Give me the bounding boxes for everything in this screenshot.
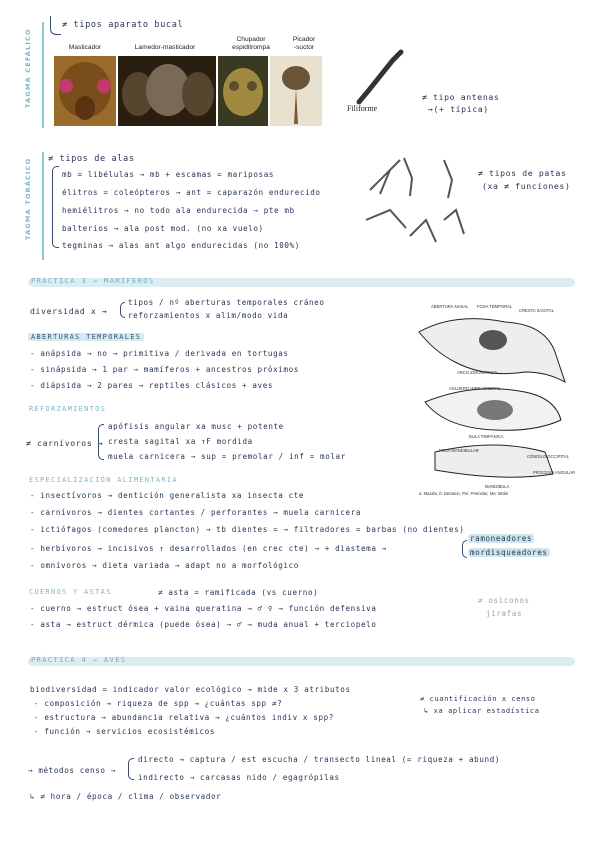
especializacion-title: ESPECIALIZACIÓN ALIMENTARIA	[29, 476, 178, 484]
caption-lamedor: Lamedor-masticador	[134, 44, 196, 51]
alas-title: ≠ tipos de alas	[48, 154, 135, 164]
cuerno-item: - cuerno → estruct ósea + vaina queratina → ♂ ♀ → función defensiva	[30, 604, 377, 613]
arrow-icon	[50, 16, 61, 35]
patas-line1: ≠ tipos de patas	[478, 168, 567, 178]
especializacion-item: - insectívoros → dentición generalista xa insecta cte	[30, 491, 305, 500]
especializacion-item: - omnívoros → dieta variada → adapt no a morfológico	[30, 561, 299, 570]
skull-label: AGUJERO INFRAORBITAL	[449, 386, 501, 391]
diversidad-label: diversidad x →	[30, 306, 108, 316]
refuerzo-item: apófisis angular xa musc + potente	[108, 422, 284, 431]
abertura-item: - diápsida → 2 pares → reptiles clásicos + aves	[30, 381, 274, 390]
abertura-item: - sinápsida → 1 par → mamíferos + ancestros próximos	[30, 365, 299, 374]
abertura-item: - anápsida → no → primitiva / derivada en tortugas	[30, 349, 289, 358]
skull-label: FOSA MANDIBULAR	[439, 448, 479, 453]
skull-label: BULA TIMPÁNICA	[469, 434, 504, 439]
side-note: ≠ osiconos	[478, 596, 530, 605]
footer-note: ↳ ≠ hora / época / clima / observador	[30, 792, 222, 801]
antenas-line1: ≠ tipo antenas	[422, 92, 500, 102]
caption-masticador: Masticador	[68, 44, 102, 51]
herb-b: mordisqueadores	[470, 548, 548, 557]
skull-label: MANDÍBULA	[485, 484, 510, 489]
refuerzo-item: cresta sagital xa ↑F mordida	[108, 437, 253, 446]
caption-chupador: Chupador espiditrompa	[232, 36, 270, 51]
alas-item: hemiélitros → no todo ala endurecida → pte mb	[62, 206, 295, 215]
skull-label: ABERTURA NASAL	[431, 304, 469, 309]
band-label: PRÁCTICA 4 → AVES	[31, 656, 127, 664]
refuerzos-title: REFORZAMIENTOS	[29, 405, 107, 413]
mouthparts-photos	[54, 56, 322, 126]
side-note: jirafas	[486, 609, 523, 618]
cuernos-note: ≠ asta = ramificada (vs cuerno)	[158, 588, 319, 597]
skull-label: CÓNDILO OCCIPITAL	[527, 454, 570, 459]
brace	[462, 540, 467, 558]
skull-label: CRESTA SAGITAL	[519, 308, 554, 313]
patas-line2: (xa ≠ funciones)	[482, 181, 571, 191]
atributo-item: - composición → riqueza de spp → ¿cuántas spp ≠?	[34, 699, 283, 708]
divider-line	[42, 22, 44, 128]
antenna-figure	[345, 40, 420, 124]
cuernos-title: CUERNOS Y ASTAS	[29, 588, 112, 596]
metodo-directo: directo → captura / est escucha / transecto lineal (= riqueza + abund)	[138, 755, 501, 764]
skull-label: FOSA TEMPORAL	[477, 304, 513, 309]
refuerzo-item: muela carnicera → sup = premolar / inf = molar	[108, 452, 346, 461]
skull-figure	[415, 302, 576, 498]
divider-line	[42, 152, 44, 260]
legs-figure	[360, 150, 472, 252]
especializacion-item: - ictiófagos (comedores plancton) → tb dientes = → filtradores = barbas (no dientes)	[30, 525, 465, 534]
side-label-toracico: TAGMA TORÁCICO	[24, 157, 32, 240]
brace	[98, 424, 104, 460]
band-label: PRÁCTICA 3 → MAMÍFEROS	[31, 277, 155, 285]
metodos-label: → métodos censo →	[28, 766, 116, 775]
cuerno-item: - asta → estruct dérmica (puede ósea) → ♂ → muda anual + terciopelo	[30, 620, 377, 629]
diversidad-b: reforzamientos x alim/modo vida	[128, 311, 289, 320]
caption-picador: Picador -suctor	[292, 36, 316, 51]
herb-a: ramoneadores	[470, 534, 533, 543]
skull-label: ARCO ZIGOMÁTICO	[457, 370, 497, 375]
biodiversidad-line: biodiversidad = indicador valor ecológico → mide x 3 atributos	[30, 685, 351, 694]
alas-item: mb = libélulas → mb + escamas = mariposas	[62, 170, 275, 179]
antenna-label: Filiforme	[347, 104, 378, 113]
aberturas-title: ABERTURAS TEMPORALES	[28, 333, 144, 341]
aparato-bucal-title: ≠ tipos aparato bucal	[62, 20, 184, 30]
carnivoros-label: ≠ carnívoros →	[26, 438, 104, 448]
atributo-item: - estructura → abundancia relativa → ¿cuántos indiv x spp?	[34, 713, 334, 722]
side-label-cefalico: TAGMA CEFÁLICO	[24, 28, 32, 108]
skull-footer: a: Maxilar, b: Dentario, Pm: Premolar, Mo: Molar	[419, 491, 509, 496]
note-cuantificacion: ≠ cuantificación x censo	[420, 695, 536, 703]
section-band-practica3	[28, 278, 575, 287]
skull-label: PROCESO ANGULAR	[533, 470, 576, 475]
antenas-line2: →(+ típica)	[428, 104, 489, 114]
alas-item: tegminas → alas ant algo endurecidas (no 100%)	[62, 241, 300, 250]
metodo-indirecto: indirecto → carcasas nido / egagrópilas	[138, 773, 340, 782]
especializacion-item: - carnívoros → dientes cortantes / perforantes → muela carnicera	[30, 508, 361, 517]
especializacion-item: - herbívoros → incisivos ↑ desarrollados (en crec cte) → + diastema →	[30, 544, 387, 553]
brace	[128, 758, 134, 780]
alas-item: balterios → ala post mod. (no xa vuelo)	[62, 224, 264, 233]
section-band-practica4	[28, 657, 575, 666]
diversidad-a: tipos / nº aberturas temporales cráneo	[128, 298, 325, 307]
alas-item: élitros = coleópteros → ant = caparazón endurecido	[62, 188, 321, 197]
atributo-item: - función → servicios ecosistémicos	[34, 727, 216, 736]
alas-brace	[52, 166, 59, 248]
note-estadistica: ↳ xa aplicar estadística	[424, 707, 540, 715]
brace	[120, 302, 125, 318]
